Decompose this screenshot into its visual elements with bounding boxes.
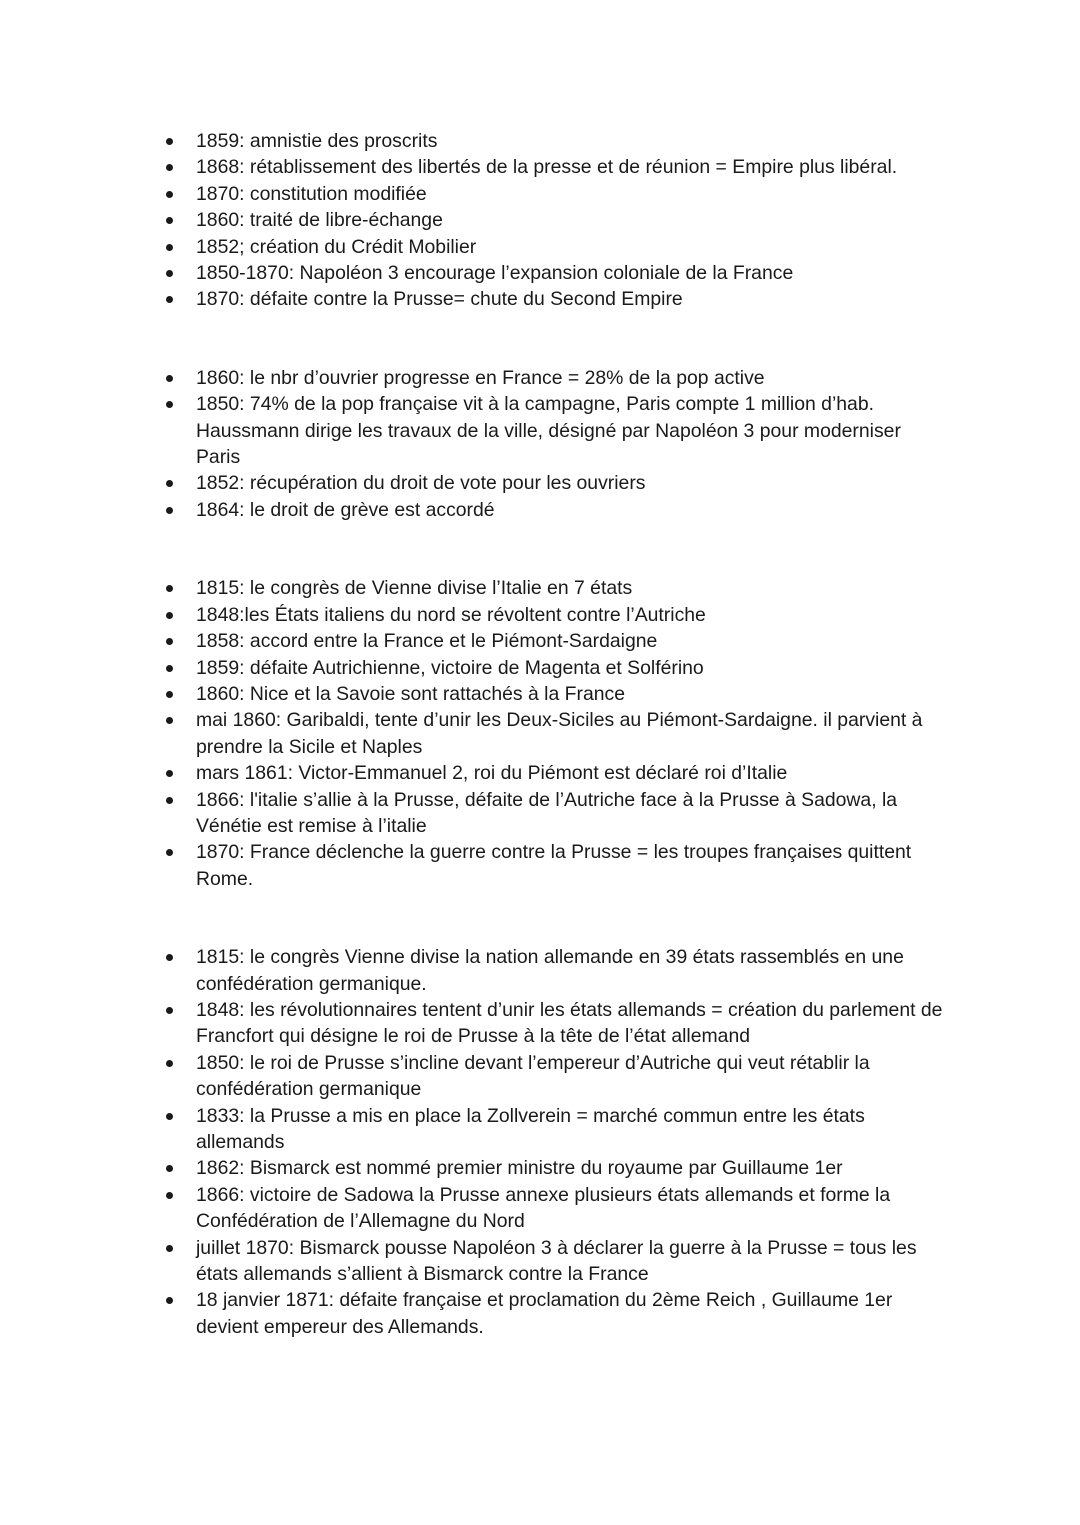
list-item-text: 1848:les États italiens du nord se révoltent contre l’Autriche — [196, 603, 706, 626]
list-item-text: 1859: défaite Autrichienne, victoire de Magenta et Solférino — [196, 656, 704, 679]
list-item — [0, 154, 1080, 180]
bullet-icon — [166, 507, 173, 514]
bullet-icon — [166, 691, 173, 698]
list-item — [0, 787, 1080, 840]
bullet-icon — [166, 849, 173, 856]
list-item — [0, 1287, 1080, 1340]
list-item — [0, 181, 1080, 207]
list-item-text: 1815: le congrès Vienne divise la nation allemande en 39 états rassemblés en une confédération germanique. — [196, 946, 904, 995]
list-item — [0, 128, 1080, 154]
list-item-text: 1850-1870: Napoléon 3 encourage l’expansion coloniale de la France — [196, 262, 794, 285]
bullet-icon — [166, 1165, 173, 1172]
list-item — [0, 260, 1080, 286]
list-item-text: 1866: l'italie s’allie à la Prusse, défaite de l’Autriche face à la Prusse à Sadowa, la Vénétie est remise à l’italie — [196, 788, 898, 837]
bullet-icon — [166, 217, 173, 224]
list-item-text: 1864: le droit de grève est accordé — [196, 498, 495, 521]
list-item-text: 1860: traité de libre-échange — [196, 209, 443, 232]
list-item-text: 1862: Bismarck est nommé premier ministre du royaume par Guillaume 1er — [196, 1157, 843, 1180]
section-societe — [0, 365, 1080, 523]
bullet-icon — [166, 138, 173, 145]
document-page — [0, 128, 1080, 1340]
list-item — [0, 760, 1080, 786]
bullet-icon — [166, 401, 173, 408]
list-item-text: 1852; création du Crédit Mobilier — [196, 235, 477, 258]
list-item-text: 1868: rétablissement des libertés de la presse et de réunion = Empire plus libéral. — [196, 156, 898, 179]
list-item-text: 1870: défaite contre la Prusse= chute du Second Empire — [196, 288, 683, 311]
bullet-icon — [166, 296, 173, 303]
bullet-list — [0, 365, 1080, 523]
bullet-icon — [166, 1060, 173, 1067]
bullet-icon — [166, 191, 173, 198]
list-item — [0, 234, 1080, 260]
list-item-text: 1852: récupération du droit de vote pour les ouvriers — [196, 472, 646, 495]
section-unite-allemande — [0, 944, 1080, 1340]
list-item — [0, 1103, 1080, 1156]
list-item-text: 1870: constitution modifiée — [196, 182, 427, 205]
list-item — [0, 628, 1080, 654]
list-item — [0, 655, 1080, 681]
list-item — [0, 1155, 1080, 1181]
list-item-text: 1848: les révolutionnaires tentent d’unir les états allemands = création du parlement de Francfort qui désigne le roi de Prusse à la tête de l’état allemand — [196, 998, 943, 1048]
bullet-list — [0, 575, 1080, 892]
bullet-icon — [166, 612, 173, 619]
bullet-icon — [166, 1113, 173, 1120]
list-item — [0, 1050, 1080, 1103]
list-item-text: 1860: le nbr d’ouvrier progresse en France = 28% de la pop active — [196, 366, 765, 389]
bullet-icon — [166, 244, 173, 251]
list-item-text: juillet 1870: Bismarck pousse Napoléon 3 à déclarer la guerre à la Prusse = tous les états allemands s’allient à Bismarck contre la France — [196, 1236, 917, 1286]
list-item-text: 1858: accord entre la France et le Piémont-Sardaigne — [196, 630, 658, 653]
list-item-text: mai 1860: Garibaldi, tente d’unir les Deux-Siciles au Piémont-Sardaigne. il parvient à prendre la Sicile et Naples — [196, 709, 923, 758]
list-item — [0, 1182, 1080, 1235]
list-item — [0, 470, 1080, 496]
list-item-text: 18 janvier 1871: défaite française et proclamation du 2ème Reich , Guillaume 1er devient empereur des Allemands. — [196, 1289, 893, 1338]
bullet-icon — [166, 1007, 173, 1014]
bullet-icon — [166, 164, 173, 171]
list-item-text: 1860: Nice et la Savoie sont rattachés à la France — [196, 682, 625, 705]
list-item-text: 1833: la Prusse a mis en place la Zollverein = marché commun entre les états allemands — [196, 1104, 865, 1153]
list-item — [0, 1235, 1080, 1288]
bullet-icon — [166, 1245, 173, 1252]
bullet-icon — [166, 1192, 173, 1199]
list-item — [0, 286, 1080, 312]
section-unite-italienne — [0, 575, 1080, 892]
bullet-icon — [166, 1297, 173, 1304]
bullet-icon — [166, 954, 173, 961]
bullet-icon — [166, 638, 173, 645]
list-item — [0, 944, 1080, 997]
bullet-icon — [166, 717, 173, 724]
list-item — [0, 207, 1080, 233]
section-second-empire — [0, 128, 1080, 313]
bullet-icon — [166, 270, 173, 277]
list-item-text: mars 1861: Victor-Emmanuel 2, roi du Piémont est déclaré roi d’Italie — [196, 762, 788, 785]
list-item — [0, 391, 1080, 470]
list-item — [0, 602, 1080, 628]
list-item-text: 1866: victoire de Sadowa la Prusse annexe plusieurs états allemands et forme la Confédération de l’Allemagne du Nord — [196, 1183, 891, 1233]
bullet-list — [0, 128, 1080, 313]
list-item-text: 1850: 74% de la pop française vit à la campagne, Paris compte 1 million d’hab. Haussmann dirige les travaux de la ville, désigné par Napoléon 3 pour moderniser Paris — [196, 393, 901, 469]
list-item — [0, 681, 1080, 707]
list-item-text: 1850: le roi de Prusse s’incline devant l’empereur d’Autriche qui veut rétablir la confédération germanique — [196, 1051, 870, 1101]
bullet-list — [0, 944, 1080, 1340]
bullet-icon — [166, 585, 173, 592]
bullet-icon — [166, 665, 173, 672]
bullet-icon — [166, 480, 173, 487]
list-item — [0, 707, 1080, 760]
list-item-text: 1815: le congrès de Vienne divise l’Italie en 7 états — [196, 577, 633, 600]
bullet-icon — [166, 375, 173, 382]
list-item-text: 1870: France déclenche la guerre contre la Prusse = les troupes françaises quittent Rome. — [196, 841, 912, 890]
list-item — [0, 497, 1080, 523]
bullet-icon — [166, 797, 173, 804]
bullet-icon — [166, 770, 173, 777]
list-item-text: 1859: amnistie des proscrits — [196, 130, 438, 152]
list-item — [0, 839, 1080, 892]
list-item — [0, 575, 1080, 601]
list-item — [0, 365, 1080, 391]
list-item — [0, 997, 1080, 1050]
